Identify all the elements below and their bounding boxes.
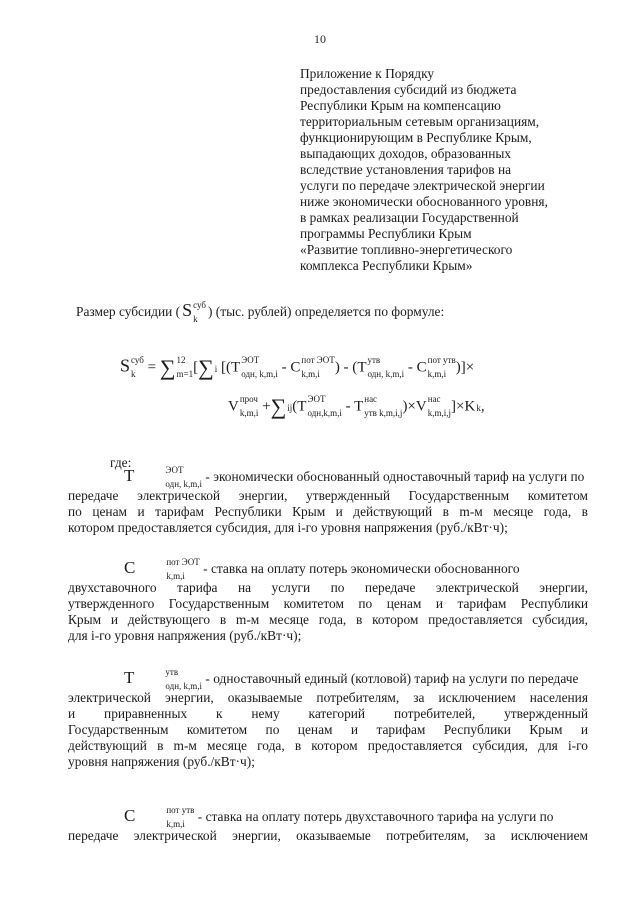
sum-symbol: ∑ <box>159 355 176 380</box>
definition-line: электрической энергии, оказываемые потребителям, за исключением населения <box>68 690 588 705</box>
definition-line: уровня напряжения (руб./кВт·ч); <box>68 754 255 769</box>
appendix-line: комплекса Республики Крым» <box>300 258 473 273</box>
tariff-symbol: T <box>354 398 364 415</box>
volume-symbol: V <box>415 398 427 415</box>
appendix-header <box>300 66 600 274</box>
tariff-sup: нас <box>364 394 378 404</box>
formula-line-2-end: , <box>480 398 485 415</box>
tariff-sup: ЭОТ <box>241 355 260 365</box>
sum-symbol: ∑ <box>198 355 214 380</box>
tariff-sub: одн, k,m,i <box>367 369 405 379</box>
definition-symbol-sub: k,m,i <box>166 571 185 581</box>
volume-sub: k,m,i,j <box>427 408 452 418</box>
rate-sup: пот утв <box>427 355 456 365</box>
rate-sub: k,m,i <box>301 369 320 379</box>
rate-sup: пот ЭОТ <box>301 355 335 365</box>
rate-sub: k,m,i <box>427 369 447 379</box>
tariff-symbol: T <box>357 359 367 376</box>
definition-symbol-sup: утв <box>165 667 179 677</box>
definition-symbol: C <box>124 558 136 578</box>
subsidy-symbol-sub: k <box>193 313 198 324</box>
definition-symbol: C <box>124 806 136 826</box>
equals-sign: = <box>147 359 157 376</box>
appendix-line: Приложение к Порядку <box>300 66 435 81</box>
definition-symbol-sup: пот утв <box>166 805 195 815</box>
definition-line: и приравненных к нему категорий потребителей, утвержденный <box>68 706 588 721</box>
definition-line: Крым и действующего в m-м месяце года, в котором предоставляется субсидия, <box>68 612 588 627</box>
definition-first-line <box>68 667 588 691</box>
formula-intro <box>76 300 444 323</box>
tariff-sup: ЭОТ <box>307 394 326 404</box>
tariff-sup: утв <box>367 355 381 365</box>
sum-symbol: ∑ <box>270 394 287 419</box>
definition-line: Государственным комитетом по ценам и тарифам Республики Крым и <box>68 722 588 737</box>
subsidy-symbol-letter: S <box>182 300 193 320</box>
formula-line-1-tail: )]× <box>455 359 475 376</box>
definition-symbol: T <box>124 668 135 688</box>
definition-block <box>68 667 588 770</box>
definition-line: передаче электрической энергии, утвержденный Государственным комитетом <box>68 488 588 503</box>
definition-symbol-sup: пот ЭОТ <box>166 557 200 567</box>
tariff-sub: утв k,m,i,j <box>364 408 403 418</box>
subsidy-symbol <box>180 300 208 323</box>
formula-line-2: V проч k,m,i +∑ ij (T ЭОТ одн,k,m,i - T нас утв k,m,i,j )×V нас k,m,i,j ]×K k , <box>228 394 485 419</box>
volume-symbol: V <box>228 398 239 415</box>
definition-line: утвержденного Государственным комитетом по ценам и тарифам Республики <box>68 596 588 611</box>
appendix-line: территориальным сетевым организациям, <box>300 114 540 129</box>
appendix-line: Республики Крым на компенсацию <box>300 98 501 113</box>
sum-index: i <box>214 364 218 374</box>
appendix-line: выпадающих доходов, образованных <box>300 146 512 161</box>
definition-first-line <box>68 557 588 581</box>
definition-block <box>68 465 588 536</box>
volume-sup: нас <box>427 394 441 404</box>
definition-symbol-sub: одн, k,m,i <box>165 479 203 489</box>
appendix-line: программы Республики Крым <box>300 226 472 241</box>
definition-text: - экономически обоснованный одноставочный тариф на услуги по <box>205 469 585 485</box>
appendix-line: «Развитие топливно-энергетического <box>300 242 513 257</box>
definition-symbol-sup: ЭОТ <box>165 465 184 475</box>
tariff-sub: одн, k,m,i <box>241 369 278 379</box>
rate-symbol: C <box>416 359 427 376</box>
definition-block <box>68 805 588 844</box>
definition-line: по ценам и тарифам Республики Крым и действующий в m-м месяце года, в <box>68 504 588 519</box>
definition-line: котором предоставляется субсидия, для i-го уровня напряжения (руб./кВт·ч); <box>68 520 508 535</box>
sum-index: ij <box>287 403 293 413</box>
formula-lhs-sup: суб <box>131 355 144 365</box>
tariff-symbol: T <box>297 398 307 415</box>
volume-sup: проч <box>239 394 258 404</box>
page-number: 10 <box>314 32 326 46</box>
definition-text: - ставка на оплату потерь экономически обоснованного <box>203 561 520 577</box>
formula-lhs-sub: k <box>131 369 136 379</box>
appendix-line: предоставления субсидий из бюджета <box>300 82 517 97</box>
plus-sign: + <box>262 398 271 415</box>
intro-text-after: ) (тыс. рублей) определяется по формуле: <box>207 304 445 319</box>
definition-symbol: T <box>124 466 135 486</box>
formula-line-1: S суб k = ∑ 12 m=1 [∑ i [(T ЭОТ одн, k,m,i - C пот ЭОТ k,m,i ) - (T утв одн, k,m,i - C пот утв k,m,i )]× <box>120 355 475 380</box>
volume-sub: k,m,i <box>239 408 259 418</box>
coefficient-symbol: K <box>464 398 476 415</box>
definition-first-line <box>68 805 588 829</box>
sum-lower-limit: m=1 <box>176 369 194 379</box>
definition-symbol-sub: одн, k,m,i <box>165 681 203 691</box>
coefficient-sub: k <box>476 403 481 413</box>
appendix-line: в рамках реализации Государственной <box>300 210 519 225</box>
definition-line: для i-го уровня напряжения (руб./кВт·ч); <box>68 628 302 643</box>
appendix-line: функционирующим в Республике Крым, <box>300 130 532 145</box>
where-label: где: <box>110 455 132 470</box>
definition-first-line <box>68 465 588 489</box>
formula-lhs: S <box>120 355 131 376</box>
appendix-line: услуги по передаче электрической энергии <box>300 178 545 193</box>
definition-line: действующий в m-м месяце года, в котором предоставляется субсидия, для i-го <box>68 738 588 753</box>
appendix-line: ниже экономически обоснованного уровня, <box>300 194 548 209</box>
definition-text: - ставка на оплату потерь двухставочного тарифа на услуги по <box>197 809 554 825</box>
definition-line: передаче электрической энергии, оказываемые потребителям, за исключением <box>68 828 588 843</box>
intro-text-before: Размер субсидии ( <box>76 304 181 319</box>
definition-symbol-sub: k,m,i <box>166 819 185 829</box>
definition-line: двухставочного тарифа на услуги по передаче электрической энергии, <box>68 580 588 595</box>
appendix-line: вследствие установления тарифов на <box>300 162 512 177</box>
sum-upper-limit: 12 <box>176 355 186 365</box>
tariff-sub: одн,k,m,i <box>307 408 342 418</box>
rate-symbol: C <box>290 359 301 376</box>
definition-block <box>68 557 588 644</box>
tariff-symbol: T <box>231 359 241 376</box>
subsidy-symbol-sup: суб <box>193 299 206 310</box>
definition-text: - одноставочный единый (котловой) тариф на услуги по передаче <box>205 671 579 687</box>
